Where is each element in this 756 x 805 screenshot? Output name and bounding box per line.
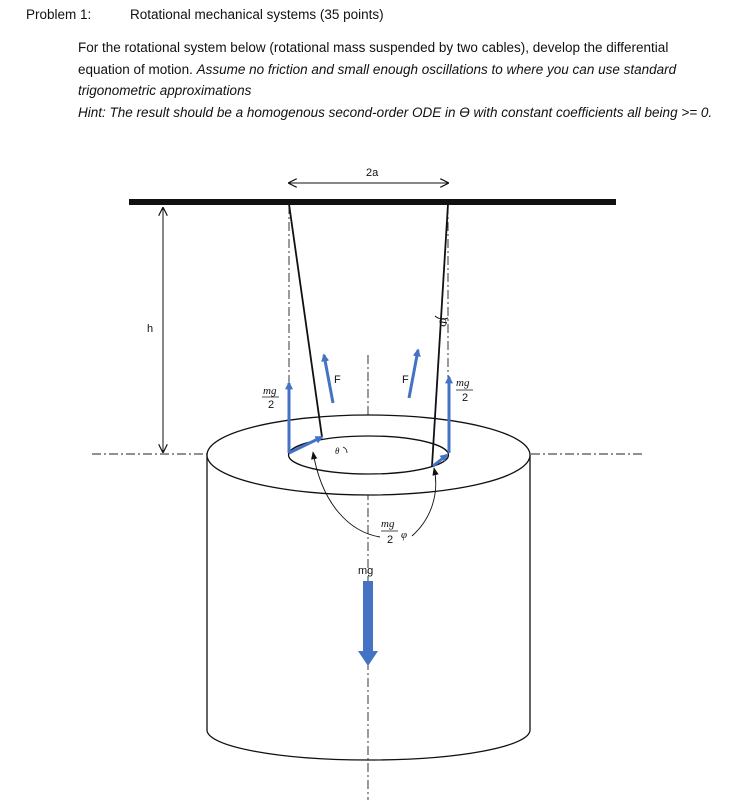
problem-number: Problem 1:	[26, 7, 92, 22]
half-weight-left-num: mg	[263, 385, 277, 397]
problem-title: Rotational mechanical systems (35 points)	[130, 7, 384, 22]
half-weight-right-num: mg	[456, 377, 470, 389]
reference-lines	[92, 205, 645, 800]
height-label: h	[147, 323, 154, 335]
force-label-left: F	[334, 374, 341, 386]
tension-arrow-right	[409, 350, 418, 398]
half-weight-right-den: 2	[462, 392, 469, 404]
theta-angle-label: θ	[335, 446, 340, 456]
weight-arrow-head	[358, 651, 378, 666]
prompt-text: For the rotational system below (rotational mass suspended by two cables), develop the differential equation of motion.	[78, 40, 669, 77]
half-weight-center-num: mg	[381, 518, 395, 530]
weight-arrow-shaft	[363, 581, 373, 653]
tension-arrow-left	[324, 355, 333, 403]
width-label: 2a	[366, 167, 379, 179]
prompt-assumption: Assume no friction and small enough oscillations to where you can use standard trigonometric approximations	[78, 61, 677, 98]
cable-left	[289, 204, 322, 437]
phi-factor-label: φ	[401, 529, 408, 541]
prompt-hint: Hint: The result should be a homogenous second-order ODE in ϴ with constant coefficients all being >= 0.	[78, 104, 713, 120]
half-weight-center-den: 2	[387, 534, 394, 546]
force-label-right: F	[402, 374, 409, 386]
half-weight-left-den: 2	[268, 399, 275, 411]
weight-label: mg	[358, 565, 374, 577]
phi-angle-label: Φ	[436, 317, 450, 327]
